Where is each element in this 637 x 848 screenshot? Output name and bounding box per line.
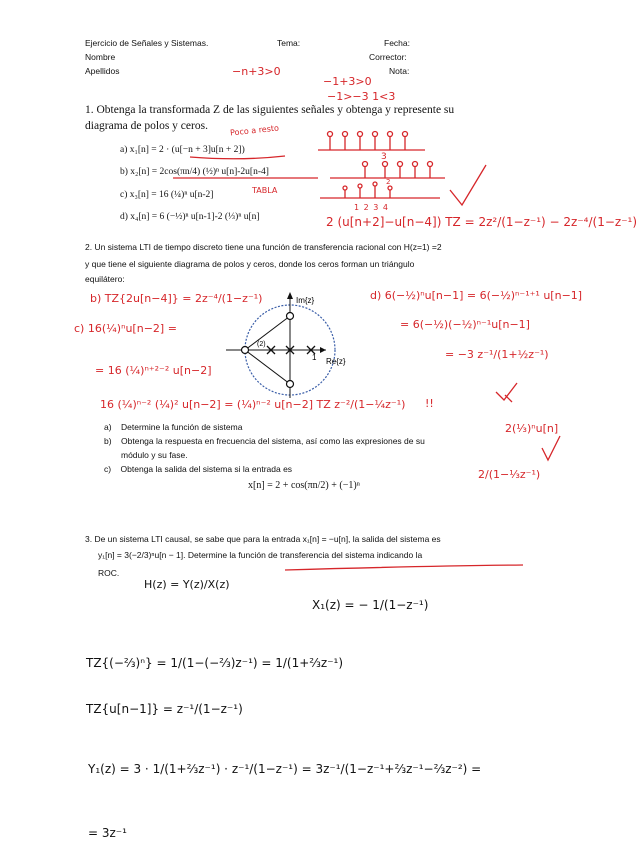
work-x1: X₁(z) = − 1/(1−z⁻¹) (312, 598, 429, 612)
q2-statement-line2: y que tiene el siguiente diagrama de polos y ceros, donde los ceros forman un triángulo (85, 259, 415, 269)
q1-statement-line2: diagrama de polos y ceros. (85, 120, 208, 132)
q1-item-a: a) x₁[n] = 2 · (u[−n + 3]u[n + 2]) (120, 145, 245, 155)
unit-label: 1 (312, 353, 317, 362)
apellidos-label: Apellidos (85, 66, 120, 76)
work-y1: Y₁(z) = 3 · 1/(1+⅔z⁻¹) · z⁻¹/(1−z⁻¹) = 3z⁻¹/(1−z⁻¹+⅔z⁻¹−⅔z⁻²) = (88, 762, 482, 776)
zero-marker (287, 381, 294, 388)
annotation-answer-a: 2 (u[n+2]−u[n−4]) TZ = 2z²/(1−z⁻¹) − 2z⁻⁴/(1−z⁻¹) (326, 215, 637, 229)
annotation-ineq1: −n+3>0 (232, 65, 281, 78)
annotation-answer-d5: 2/(1−⅓z⁻¹) (478, 468, 541, 481)
annotation-ineq3: −1>−3 1<3 (327, 90, 396, 103)
q2-task-b: b) Obtenga la respuesta en frecuencia del sistema, así como las expresiones de su (104, 436, 425, 446)
q1-item-d: d) x₄[n] = 6 (−½)ⁿ u[n-1]-2 (⅓)ⁿ u[n] (120, 212, 260, 222)
q2-statement-line3: equilátero: (85, 274, 125, 284)
course-title: Ejercicio de Señales y Sistemas. (85, 38, 209, 48)
annotation-poco-a-resto: Poco a resto (229, 123, 280, 138)
fecha-label: Fecha: (384, 38, 410, 48)
annotation-ineq2: −1+3>0 (323, 75, 372, 88)
annotation-answer-d3: = −3 z⁻¹/(1+½z⁻¹) (445, 348, 549, 361)
work-final: = 3z⁻¹ (88, 826, 127, 840)
nota-label: Nota: (389, 66, 410, 76)
annotation-answer-c2: = 16 (¼)ⁿ⁺²⁻² u[n−2] (95, 364, 212, 377)
q2-task-c: c) Obtenga la salida del sistema si la entrada es (104, 464, 293, 474)
work-tz1: TZ{(−⅔)ⁿ} = 1/(1−(−⅔)z⁻¹) = 1/(1+⅔z⁻¹) (86, 656, 344, 670)
q2-task-a: a) Determine la función de sistema (104, 422, 243, 432)
q3-statement-line3: ROC. (98, 568, 120, 578)
zero-marker (242, 347, 249, 354)
work-tz2: TZ{u[n−1]} = z⁻¹/(1−z⁻¹) (86, 702, 243, 716)
re-axis-label: Re{z} (326, 357, 346, 366)
q1-item-b: b) x₂[n] = 2cos(πn/4) (½)ⁿ u[n]-2u[n-4] (120, 167, 269, 177)
annotation-answer-c1: c) 16(¼)ⁿu[n−2] = (74, 322, 177, 335)
tema-label: Tema: (277, 38, 301, 48)
q1-statement-line1: 1. Obtenga la transformada Z de las siguientes señales y obtenga y represente su (85, 104, 455, 116)
nombre-label: Nombre (85, 52, 116, 62)
annotation-three: 3 (381, 152, 387, 162)
annotation-answer-d1: d) 6(−½)ⁿu[n−1] = 6(−½)ⁿ⁻¹⁺¹ u[n−1] (370, 289, 583, 302)
q3-statement-line2: y₁[n] = 3(−2/3)ⁿu[n − 1]. Determine la función de transferencia del sistema indicando la (98, 550, 423, 560)
annotation-two-sup: 2 (386, 178, 391, 186)
im-axis-label: Im{z} (296, 296, 315, 305)
q2-statement-line1: 2. Un sistema LTI de tiempo discreto tiene una función de transferencia racional con H(z=1) =2 (85, 242, 442, 252)
annotation-answer-b: b) TZ{2u[n−4]} = 2z⁻⁴/(1−z⁻¹) (90, 292, 263, 305)
corrector-label: Corrector: (369, 52, 407, 62)
multiplicity-label: (2) (257, 341, 266, 348)
annotation-answer-c3: 16 (¼)ⁿ⁻² (¼)² u[n−2] = (¼)ⁿ⁻² u[n−2] TZ z⁻²/(1−¼z⁻¹) (100, 398, 406, 411)
pole-zero-diagram (226, 290, 356, 400)
annotation-axis-ticks: 1 2 3 4 (354, 203, 389, 212)
q3-statement-line1: 3. De un sistema LTI causal, se sabe que para la entrada x₁[n] = −u[n], la salida del sistema es (85, 534, 441, 544)
annotation-tabla: TABLA (252, 186, 278, 195)
annotation-answer-d4: 2(⅓)ⁿu[n] (505, 422, 559, 435)
q2-input-expression: x[n] = 2 + cos(πn/2) + (−1)ⁿ (248, 480, 360, 491)
zero-marker (287, 313, 294, 320)
q1-item-c: c) x₃[n] = 16 (¼)ⁿ u[n-2] (120, 190, 214, 200)
annotation-answer-d2: = 6(−½)(−½)ⁿ⁻¹u[n−1] (400, 318, 530, 331)
annotation-excl: !! (425, 397, 434, 410)
work-transfer-def: H(z) = Y(z)/X(z) (144, 578, 230, 591)
q2-task-b-cont: módulo y su fase. (121, 450, 188, 460)
